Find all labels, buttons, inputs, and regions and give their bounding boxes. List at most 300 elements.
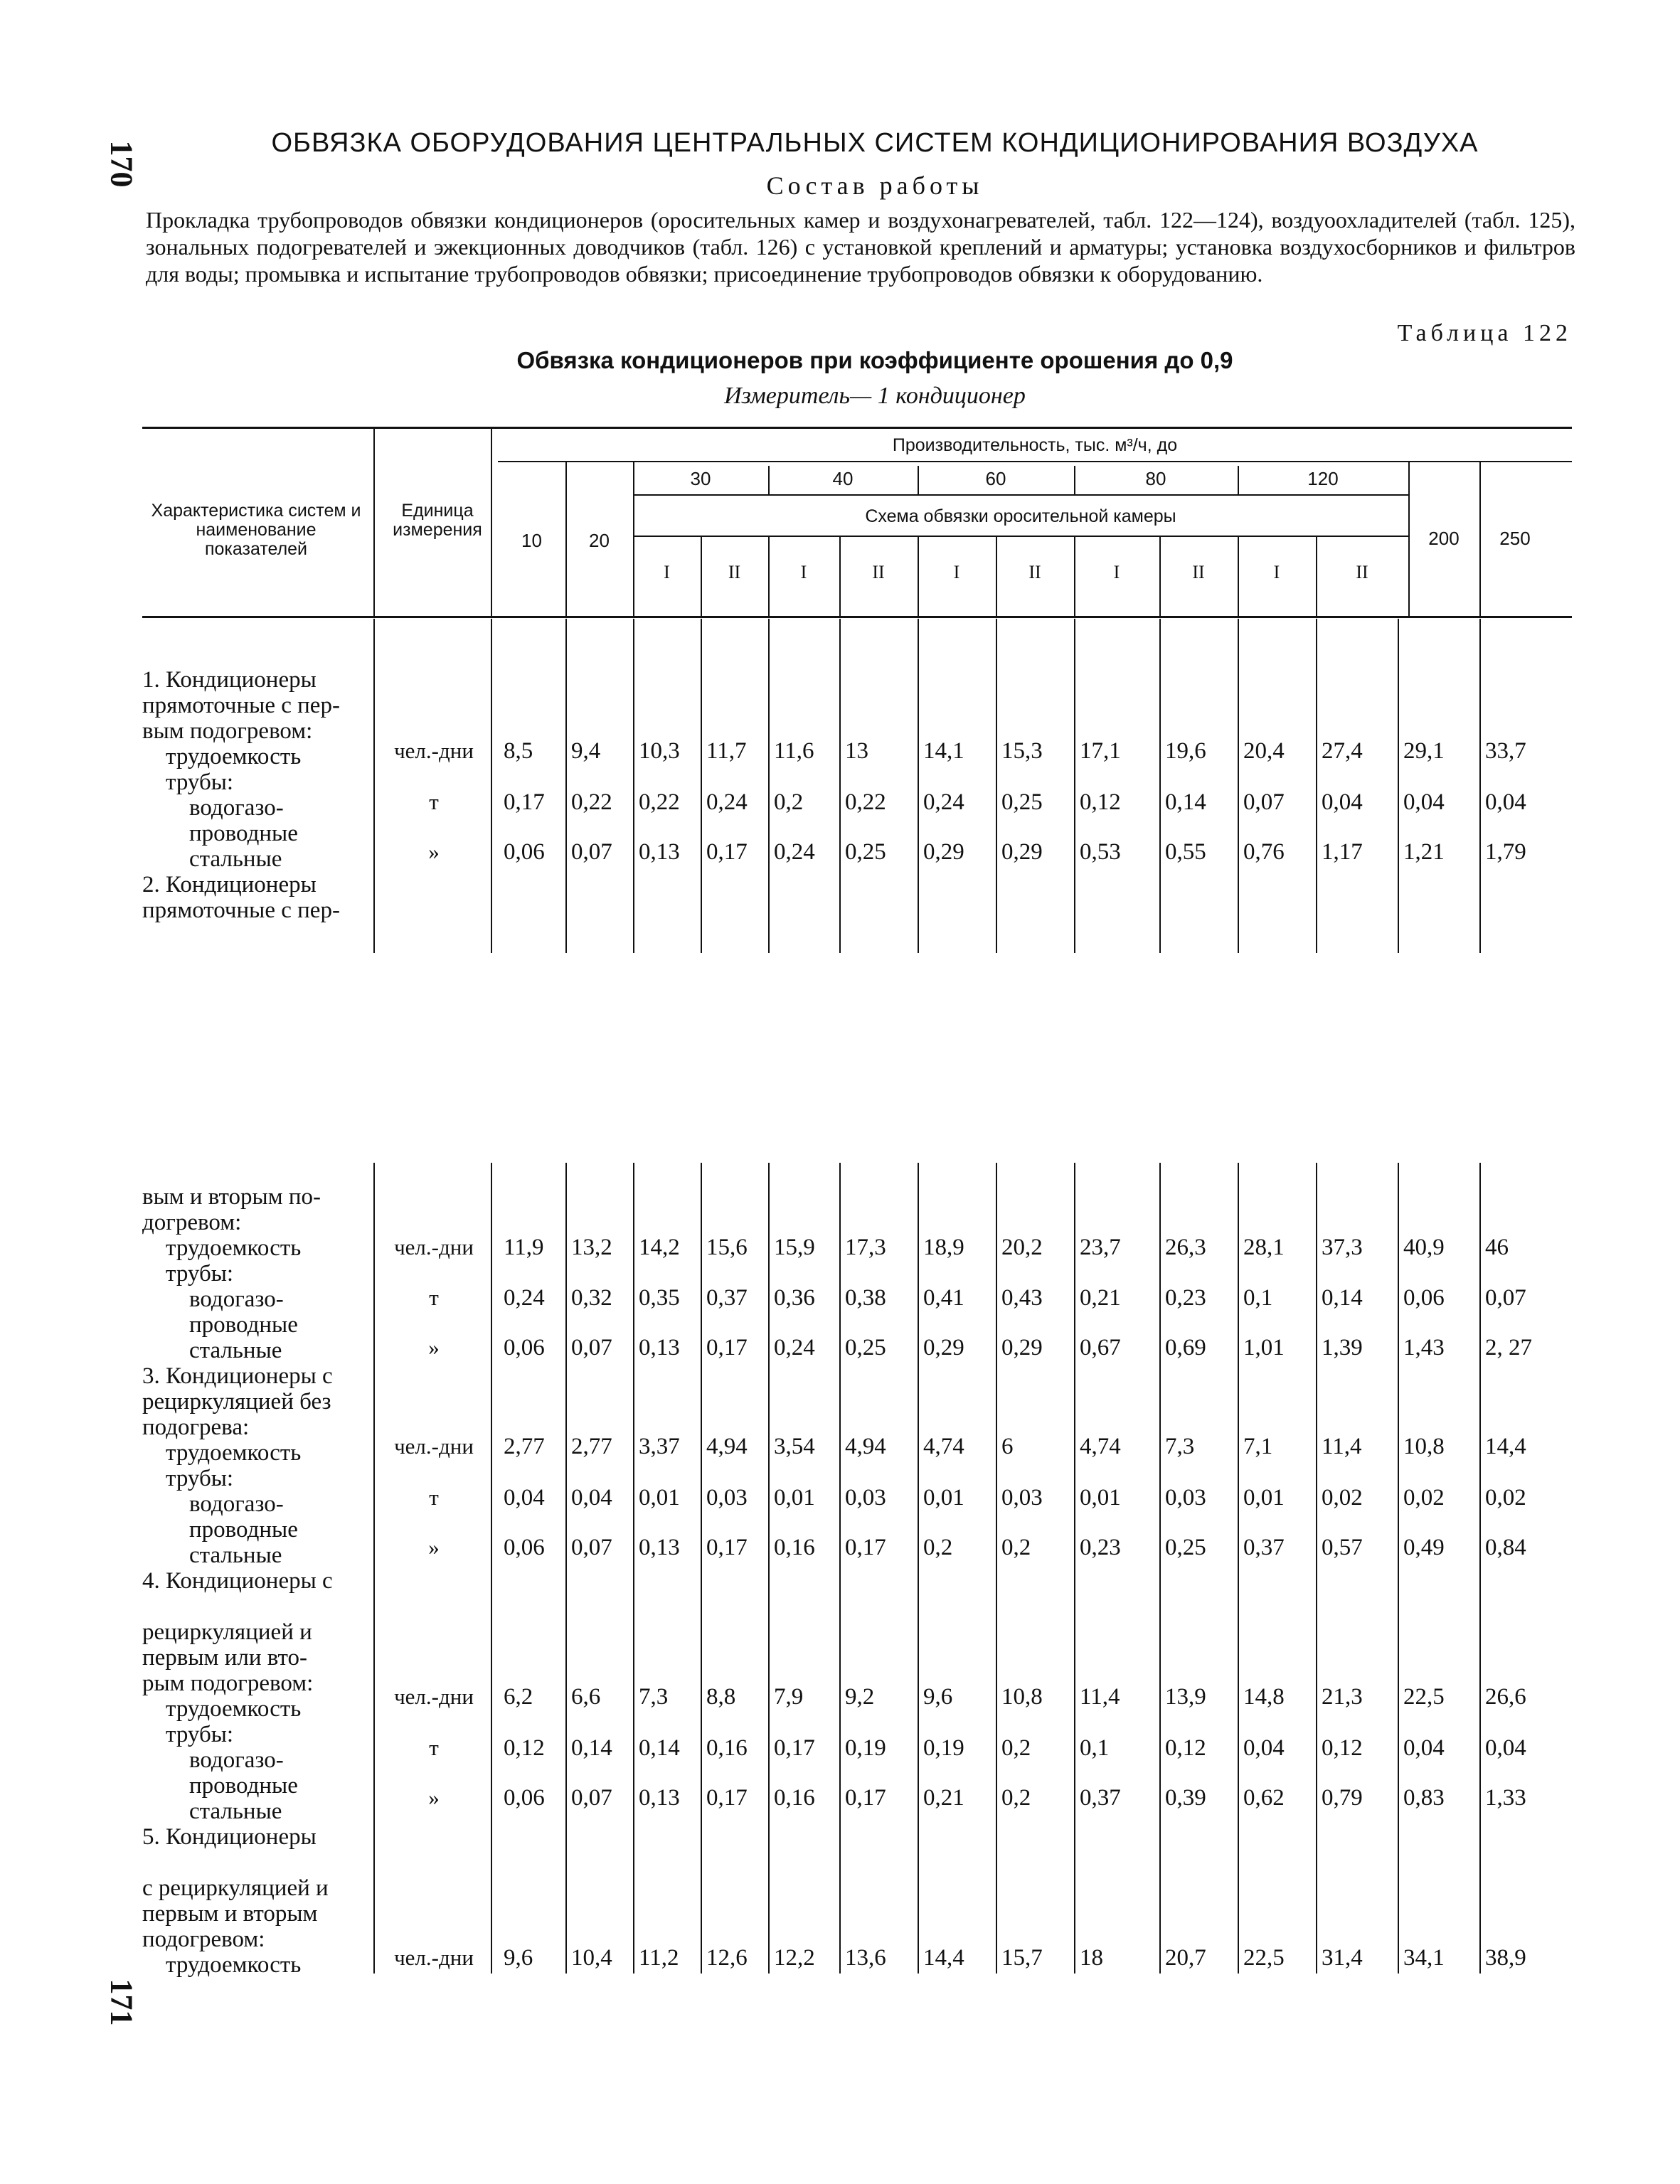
section-subtitle: Состав работы xyxy=(766,171,984,200)
value-cell: 0,07 xyxy=(571,839,612,865)
value-cell: 3,54 xyxy=(774,1434,815,1459)
value-cell: 20,4 xyxy=(1243,738,1285,764)
header-capacity: 200 xyxy=(1428,528,1460,549)
header-bottom-rule xyxy=(142,616,1572,618)
header-vline xyxy=(1408,462,1410,616)
value-cell: 18 xyxy=(1080,1945,1103,1971)
body-vline xyxy=(918,619,919,953)
row-label: стальные xyxy=(142,1338,282,1363)
header-vline xyxy=(1479,462,1481,616)
table-caption: Обвязка кондиционеров при коэффициенте орошения до 0,9 xyxy=(516,347,1233,373)
value-cell: 12,2 xyxy=(774,1945,815,1971)
value-cell: 0,17 xyxy=(774,1735,815,1761)
value-cell: 0,17 xyxy=(504,789,545,815)
value-cell: 40,9 xyxy=(1403,1235,1445,1260)
value-cell: 0,22 xyxy=(639,789,680,815)
header-capacity-group: 60 xyxy=(985,468,1006,489)
row-label: проводные xyxy=(142,1517,298,1543)
unit-cell: » xyxy=(428,1785,440,1810)
value-cell: 29,1 xyxy=(1403,738,1445,764)
value-cell: 9,6 xyxy=(504,1945,533,1971)
value-cell: 0,84 xyxy=(1485,1535,1526,1560)
value-cell: 0,14 xyxy=(639,1735,680,1761)
value-cell: 15,9 xyxy=(774,1235,815,1260)
header-unit: Единица измерения xyxy=(393,501,482,540)
value-cell: 11,2 xyxy=(639,1945,679,1971)
value-cell: 0,03 xyxy=(845,1485,886,1511)
row-label: 2. Кондиционеры xyxy=(142,872,317,897)
row-label: водогазо- xyxy=(142,1287,284,1312)
value-cell: 0,19 xyxy=(923,1735,964,1761)
header-scheme-I: I xyxy=(1113,562,1120,582)
body-vline xyxy=(1316,1163,1317,1973)
value-cell: 0,17 xyxy=(706,1335,748,1360)
body-vline xyxy=(373,1163,375,1973)
value-cell: 0,1 xyxy=(1243,1285,1273,1311)
value-cell: 0,36 xyxy=(774,1285,815,1311)
value-cell: 20,2 xyxy=(1001,1235,1043,1260)
value-cell: 11,9 xyxy=(504,1235,544,1260)
header-scheme-I: I xyxy=(664,562,670,582)
header-characteristic: Характеристика систем и наименование показателей xyxy=(151,501,361,559)
body-vline xyxy=(1074,619,1075,953)
header-vline xyxy=(633,462,634,616)
value-cell: 0,2 xyxy=(1001,1785,1031,1811)
header-vline xyxy=(373,427,375,616)
unit-cell: чел.-дни xyxy=(394,1945,474,1970)
value-cell: 0,04 xyxy=(1243,1735,1285,1761)
row-label: прямоточные с пер- xyxy=(142,897,340,923)
unit-cell: чел.-дни xyxy=(394,1235,474,1259)
value-cell: 20,7 xyxy=(1165,1945,1206,1971)
row-label: проводные xyxy=(142,1312,298,1338)
value-cell: 14,4 xyxy=(923,1945,964,1971)
scheme-vline xyxy=(768,537,770,616)
value-cell: 0,29 xyxy=(1001,839,1043,865)
row-label: проводные xyxy=(142,1773,298,1799)
value-cell: 0,29 xyxy=(923,839,964,865)
body-vline xyxy=(1159,1163,1161,1973)
row-label: трудоемкость xyxy=(142,1440,302,1466)
value-cell: 0,1 xyxy=(1080,1735,1110,1761)
value-cell: 0,2 xyxy=(1001,1735,1031,1761)
value-cell: 0,25 xyxy=(1001,789,1043,815)
value-cell: 0,14 xyxy=(1165,789,1206,815)
value-cell: 0,17 xyxy=(845,1785,886,1811)
unit-cell: т xyxy=(429,1485,439,1510)
value-cell: 7,3 xyxy=(1165,1434,1195,1459)
value-cell: 22,5 xyxy=(1403,1684,1445,1710)
value-cell: 0,06 xyxy=(504,839,545,865)
table-label: Таблица 122 xyxy=(1397,320,1572,346)
body-vline xyxy=(1316,619,1317,953)
value-cell: 0,55 xyxy=(1165,839,1206,865)
body-vline xyxy=(565,1163,567,1973)
body-vline xyxy=(1398,1163,1399,1973)
value-cell: 0,06 xyxy=(504,1535,545,1560)
header-capacity: 250 xyxy=(1499,528,1531,549)
value-cell: 0,01 xyxy=(774,1485,815,1511)
value-cell: 1,43 xyxy=(1403,1335,1445,1360)
value-cell: 14,1 xyxy=(923,738,964,764)
value-cell: 0,06 xyxy=(504,1785,545,1811)
value-cell: 21,3 xyxy=(1322,1684,1363,1710)
value-cell: 8,5 xyxy=(504,738,533,764)
value-cell: 4,74 xyxy=(923,1434,964,1459)
value-cell: 0,04 xyxy=(1403,1735,1445,1761)
value-cell: 26,3 xyxy=(1165,1235,1206,1260)
header-capacity-group: 80 xyxy=(1145,468,1166,489)
unit-cell: » xyxy=(428,1535,440,1560)
page-title: ОБВЯЗКА ОБОРУДОВАНИЯ ЦЕНТРАЛЬНЫХ СИСТЕМ КОНДИЦИОНИРОВАНИЯ ВОЗДУХА xyxy=(271,128,1479,158)
value-cell: 1,79 xyxy=(1485,839,1526,865)
value-cell: 0,17 xyxy=(706,1535,748,1560)
value-cell: 1,01 xyxy=(1243,1335,1285,1360)
body-vline xyxy=(996,619,997,953)
value-cell: 7,1 xyxy=(1243,1434,1273,1459)
value-cell: 3,37 xyxy=(639,1434,680,1459)
value-cell: 0,79 xyxy=(1322,1785,1363,1811)
value-cell: 0,04 xyxy=(504,1485,545,1511)
row-label: трубы: xyxy=(142,1722,234,1747)
value-cell: 0,21 xyxy=(1080,1285,1121,1311)
table-top-rule xyxy=(142,427,1572,429)
header-scheme: Схема обвязки оросительной камеры xyxy=(865,506,1176,526)
header-scheme-I: I xyxy=(1273,562,1280,582)
row-label: догревом: xyxy=(142,1210,242,1235)
value-cell: 0,24 xyxy=(774,1335,815,1360)
value-cell: 0,25 xyxy=(845,839,886,865)
row-label: первым и вторым xyxy=(142,1901,318,1927)
row-label: трудоемкость xyxy=(142,1952,302,1978)
value-cell: 31,4 xyxy=(1322,1945,1363,1971)
value-cell: 2,77 xyxy=(504,1434,545,1459)
row-label: 3. Кондиционеры с xyxy=(142,1363,333,1389)
row-label: трубы: xyxy=(142,769,234,795)
row-label: трудоемкость xyxy=(142,744,302,769)
value-cell: 0,39 xyxy=(1165,1785,1206,1811)
row-label: стальные xyxy=(142,1799,282,1824)
value-cell: 0,12 xyxy=(504,1735,545,1761)
value-cell: 38,9 xyxy=(1485,1945,1526,1971)
value-cell: 0,13 xyxy=(639,1535,680,1560)
value-cell: 0,02 xyxy=(1485,1485,1526,1511)
value-cell: 37,3 xyxy=(1322,1235,1363,1260)
body-vline xyxy=(491,1163,492,1973)
row-label: подогревом: xyxy=(142,1927,265,1952)
value-cell: 14,2 xyxy=(639,1235,680,1260)
value-cell: 14,4 xyxy=(1485,1434,1526,1459)
row-label: с рециркуляцией и xyxy=(142,1875,329,1901)
value-cell: 13,2 xyxy=(571,1235,612,1260)
header-scheme-I: I xyxy=(800,562,807,582)
value-cell: 26,6 xyxy=(1485,1684,1526,1710)
table-unit-line: Измеритель— 1 кондиционер xyxy=(724,383,1026,409)
value-cell: 0,04 xyxy=(1485,1735,1526,1761)
header-scheme-II: II xyxy=(872,562,885,582)
row-label: рециркуляцией без xyxy=(142,1389,331,1415)
body-vline xyxy=(1479,619,1481,953)
value-cell: 0,06 xyxy=(1403,1285,1445,1311)
row-label: прямоточные с пер- xyxy=(142,693,340,718)
body-vline xyxy=(839,1163,841,1973)
value-cell: 0,17 xyxy=(706,839,748,865)
value-cell: 0,16 xyxy=(774,1785,815,1811)
group-divider-vline xyxy=(1238,466,1239,494)
value-cell: 0,16 xyxy=(774,1535,815,1560)
unit-cell: т xyxy=(429,1735,439,1760)
value-cell: 0,12 xyxy=(1165,1735,1206,1761)
value-cell: 0,02 xyxy=(1322,1485,1363,1511)
scheme-vline xyxy=(1238,537,1239,616)
value-cell: 0,17 xyxy=(845,1535,886,1560)
value-cell: 18,9 xyxy=(923,1235,964,1260)
value-cell: 0,12 xyxy=(1080,789,1121,815)
value-cell: 0,23 xyxy=(1080,1535,1121,1560)
scheme-vline xyxy=(839,537,841,616)
value-cell: 0,24 xyxy=(923,789,964,815)
value-cell: 10,8 xyxy=(1403,1434,1445,1459)
header-capacity: 20 xyxy=(589,530,610,551)
value-cell: 0,12 xyxy=(1322,1735,1363,1761)
body-vline xyxy=(1074,1163,1075,1973)
scheme-vline xyxy=(701,537,702,616)
value-cell: 0,01 xyxy=(923,1485,964,1511)
row-label: первым или вто- xyxy=(142,1645,307,1671)
row-label: 1. Кондиционеры xyxy=(142,667,317,693)
value-cell: 0,24 xyxy=(504,1285,545,1311)
header-vline xyxy=(565,462,567,616)
body-vline xyxy=(996,1163,997,1973)
value-cell: 0,03 xyxy=(1001,1485,1043,1511)
value-cell: 0,37 xyxy=(706,1285,748,1311)
value-cell: 8,8 xyxy=(706,1684,736,1710)
scheme-vline xyxy=(918,537,919,616)
body-vline xyxy=(839,619,841,953)
scheme-under-rule xyxy=(633,536,1408,537)
value-cell: 12,6 xyxy=(706,1945,748,1971)
row-label: стальные xyxy=(142,846,282,872)
intro-paragraph: Прокладка трубопроводов обвязки кондиционеров (оросительных камер и воздухонагревателей, табл. 122—124), воздуоохладителей (табл. 125), зональных подогревателей и эжекционных доводчиков (табл. 126) с установкой креплений и арматуры; установка воздухосборников и фильтров для воды; промывка и испытание трубопроводов обвязки; присоединение трубопроводов обвязки к оборудованию. xyxy=(146,207,1575,287)
value-cell: 0,38 xyxy=(845,1285,886,1311)
header-scheme-II: II xyxy=(1192,562,1205,582)
value-cell: 0,49 xyxy=(1403,1535,1445,1560)
value-cell: 0,35 xyxy=(639,1285,680,1311)
productivity-under-rule xyxy=(498,461,1572,462)
value-cell: 0,04 xyxy=(571,1485,612,1511)
value-cell: 15,6 xyxy=(706,1235,748,1260)
value-cell: 0,25 xyxy=(845,1335,886,1360)
row-label: трудоемкость xyxy=(142,1235,302,1261)
value-cell: 6,6 xyxy=(571,1684,601,1710)
row-label: 5. Кондиционеры xyxy=(142,1824,317,1850)
value-cell: 0,19 xyxy=(845,1735,886,1761)
value-cell: 0,2 xyxy=(1001,1535,1031,1560)
header-capacity-group: 120 xyxy=(1307,468,1339,489)
value-cell: 0,04 xyxy=(1322,789,1363,815)
value-cell: 0,41 xyxy=(923,1285,964,1311)
page-number-top: 170 xyxy=(104,140,139,188)
header-capacity-group: 40 xyxy=(832,468,854,489)
body-vline xyxy=(633,1163,634,1973)
unit-cell: » xyxy=(428,1335,440,1360)
value-cell: 0,29 xyxy=(1001,1335,1043,1360)
row-label: проводные xyxy=(142,821,298,846)
row-label: рециркуляцией и xyxy=(142,1619,312,1645)
value-cell: 13,9 xyxy=(1165,1684,1206,1710)
scheme-vline xyxy=(1074,537,1075,616)
body-vline xyxy=(491,619,492,953)
value-cell: 0,02 xyxy=(1403,1485,1445,1511)
value-cell: 1,17 xyxy=(1322,839,1363,865)
header-capacity-group: 30 xyxy=(690,468,711,489)
value-cell: 15,3 xyxy=(1001,738,1043,764)
value-cell: 14,8 xyxy=(1243,1684,1285,1710)
page-number-bottom: 171 xyxy=(104,1978,139,2026)
value-cell: 10,4 xyxy=(571,1945,612,1971)
value-cell: 7,3 xyxy=(639,1684,669,1710)
value-cell: 23,7 xyxy=(1080,1235,1121,1260)
value-cell: 11,4 xyxy=(1322,1434,1362,1459)
value-cell: 0,22 xyxy=(571,789,612,815)
value-cell: 6 xyxy=(1001,1434,1014,1459)
value-cell: 0,62 xyxy=(1243,1785,1285,1811)
body-vline xyxy=(701,619,702,953)
value-cell: 0,17 xyxy=(706,1785,748,1811)
header-productivity: Производительность, тыс. м³/ч, до xyxy=(892,435,1178,455)
value-cell: 0,37 xyxy=(1243,1535,1285,1560)
group-divider-vline xyxy=(768,466,770,494)
value-cell: 28,1 xyxy=(1243,1235,1285,1260)
value-cell: 13 xyxy=(845,738,868,764)
value-cell: 0,16 xyxy=(706,1735,748,1761)
value-cell: 0,01 xyxy=(1080,1485,1121,1511)
value-cell: 0,2 xyxy=(774,789,804,815)
value-cell: 15,7 xyxy=(1001,1945,1043,1971)
value-cell: 19,6 xyxy=(1165,738,1206,764)
value-cell: 0,76 xyxy=(1243,839,1285,865)
value-cell: 0,24 xyxy=(774,839,815,865)
value-cell: 0,01 xyxy=(1243,1485,1285,1511)
value-cell: 0,07 xyxy=(571,1785,612,1811)
row-label: трубы: xyxy=(142,1261,234,1287)
value-cell: 2, 27 xyxy=(1485,1335,1532,1360)
group-under-rule xyxy=(633,494,1408,496)
scheme-vline xyxy=(1316,537,1317,616)
value-cell: 0,43 xyxy=(1001,1285,1043,1311)
value-cell: 0,14 xyxy=(571,1735,612,1761)
value-cell: 33,7 xyxy=(1485,738,1526,764)
value-cell: 0,07 xyxy=(571,1335,612,1360)
body-vline xyxy=(768,1163,770,1973)
value-cell: 17,1 xyxy=(1080,738,1121,764)
value-cell: 46 xyxy=(1485,1235,1509,1260)
value-cell: 6,2 xyxy=(504,1684,533,1710)
value-cell: 2,77 xyxy=(571,1434,612,1459)
header-scheme-I: I xyxy=(953,562,960,582)
value-cell: 0,23 xyxy=(1165,1285,1206,1311)
row-label: вым и вторым по- xyxy=(142,1184,321,1210)
body-vline xyxy=(373,619,375,953)
header-scheme-II: II xyxy=(728,562,741,582)
value-cell: 9,2 xyxy=(845,1684,875,1710)
value-cell: 0,2 xyxy=(923,1535,953,1560)
group-divider-vline xyxy=(1074,466,1075,494)
value-cell: 0,06 xyxy=(504,1335,545,1360)
body-vline xyxy=(633,619,634,953)
value-cell: 7,9 xyxy=(774,1684,804,1710)
body-vline xyxy=(565,619,567,953)
value-cell: 0,21 xyxy=(923,1785,964,1811)
unit-cell: т xyxy=(429,1285,439,1310)
value-cell: 11,7 xyxy=(706,738,747,764)
unit-cell: чел.-дни xyxy=(394,1434,474,1459)
value-cell: 0,32 xyxy=(571,1285,612,1311)
value-cell: 0,29 xyxy=(923,1335,964,1360)
value-cell: 0,04 xyxy=(1485,789,1526,815)
value-cell: 0,07 xyxy=(1243,789,1285,815)
body-vline xyxy=(1238,1163,1239,1973)
value-cell: 0,01 xyxy=(639,1485,680,1511)
body-vline xyxy=(1479,1163,1481,1973)
value-cell: 1,21 xyxy=(1403,839,1445,865)
value-cell: 1,33 xyxy=(1485,1785,1526,1811)
value-cell: 0,25 xyxy=(1165,1535,1206,1560)
unit-cell: чел.-дни xyxy=(394,738,474,763)
unit-cell: т xyxy=(429,789,439,814)
value-cell: 0,07 xyxy=(571,1535,612,1560)
scheme-vline xyxy=(1159,537,1161,616)
row-label: трудоемкость xyxy=(142,1696,302,1722)
header-capacity: 10 xyxy=(521,530,542,551)
unit-cell: » xyxy=(428,839,440,864)
row-label: водогазо- xyxy=(142,795,284,821)
value-cell: 0,14 xyxy=(1322,1285,1363,1311)
value-cell: 10,3 xyxy=(639,738,680,764)
value-cell: 9,6 xyxy=(923,1684,953,1710)
row-label: водогазо- xyxy=(142,1491,284,1517)
value-cell: 0,04 xyxy=(1403,789,1445,815)
value-cell: 22,5 xyxy=(1243,1945,1285,1971)
value-cell: 11,6 xyxy=(774,738,814,764)
scheme-vline xyxy=(996,537,997,616)
row-label: стальные xyxy=(142,1543,282,1568)
row-label: трубы: xyxy=(142,1466,234,1491)
row-label: водогазо- xyxy=(142,1747,284,1773)
unit-cell: чел.-дни xyxy=(394,1684,474,1709)
value-cell: 4,74 xyxy=(1080,1434,1121,1459)
body-vline xyxy=(1398,619,1399,953)
value-cell: 0,53 xyxy=(1080,839,1121,865)
header-scheme-II: II xyxy=(1356,562,1368,582)
header-vline xyxy=(491,427,492,616)
value-cell: 0,13 xyxy=(639,1335,680,1360)
value-cell: 0,57 xyxy=(1322,1535,1363,1560)
value-cell: 0,24 xyxy=(706,789,748,815)
row-label: 4. Кондиционеры с xyxy=(142,1568,333,1594)
group-divider-vline xyxy=(918,466,919,494)
value-cell: 1,39 xyxy=(1322,1335,1363,1360)
value-cell: 0,67 xyxy=(1080,1335,1121,1360)
body-vline xyxy=(701,1163,702,1973)
body-vline xyxy=(1238,619,1239,953)
value-cell: 0,13 xyxy=(639,839,680,865)
value-cell: 0,03 xyxy=(706,1485,748,1511)
value-cell: 4,94 xyxy=(706,1434,748,1459)
row-label: подогрева: xyxy=(142,1415,250,1440)
value-cell: 10,8 xyxy=(1001,1684,1043,1710)
value-cell: 4,94 xyxy=(845,1434,886,1459)
